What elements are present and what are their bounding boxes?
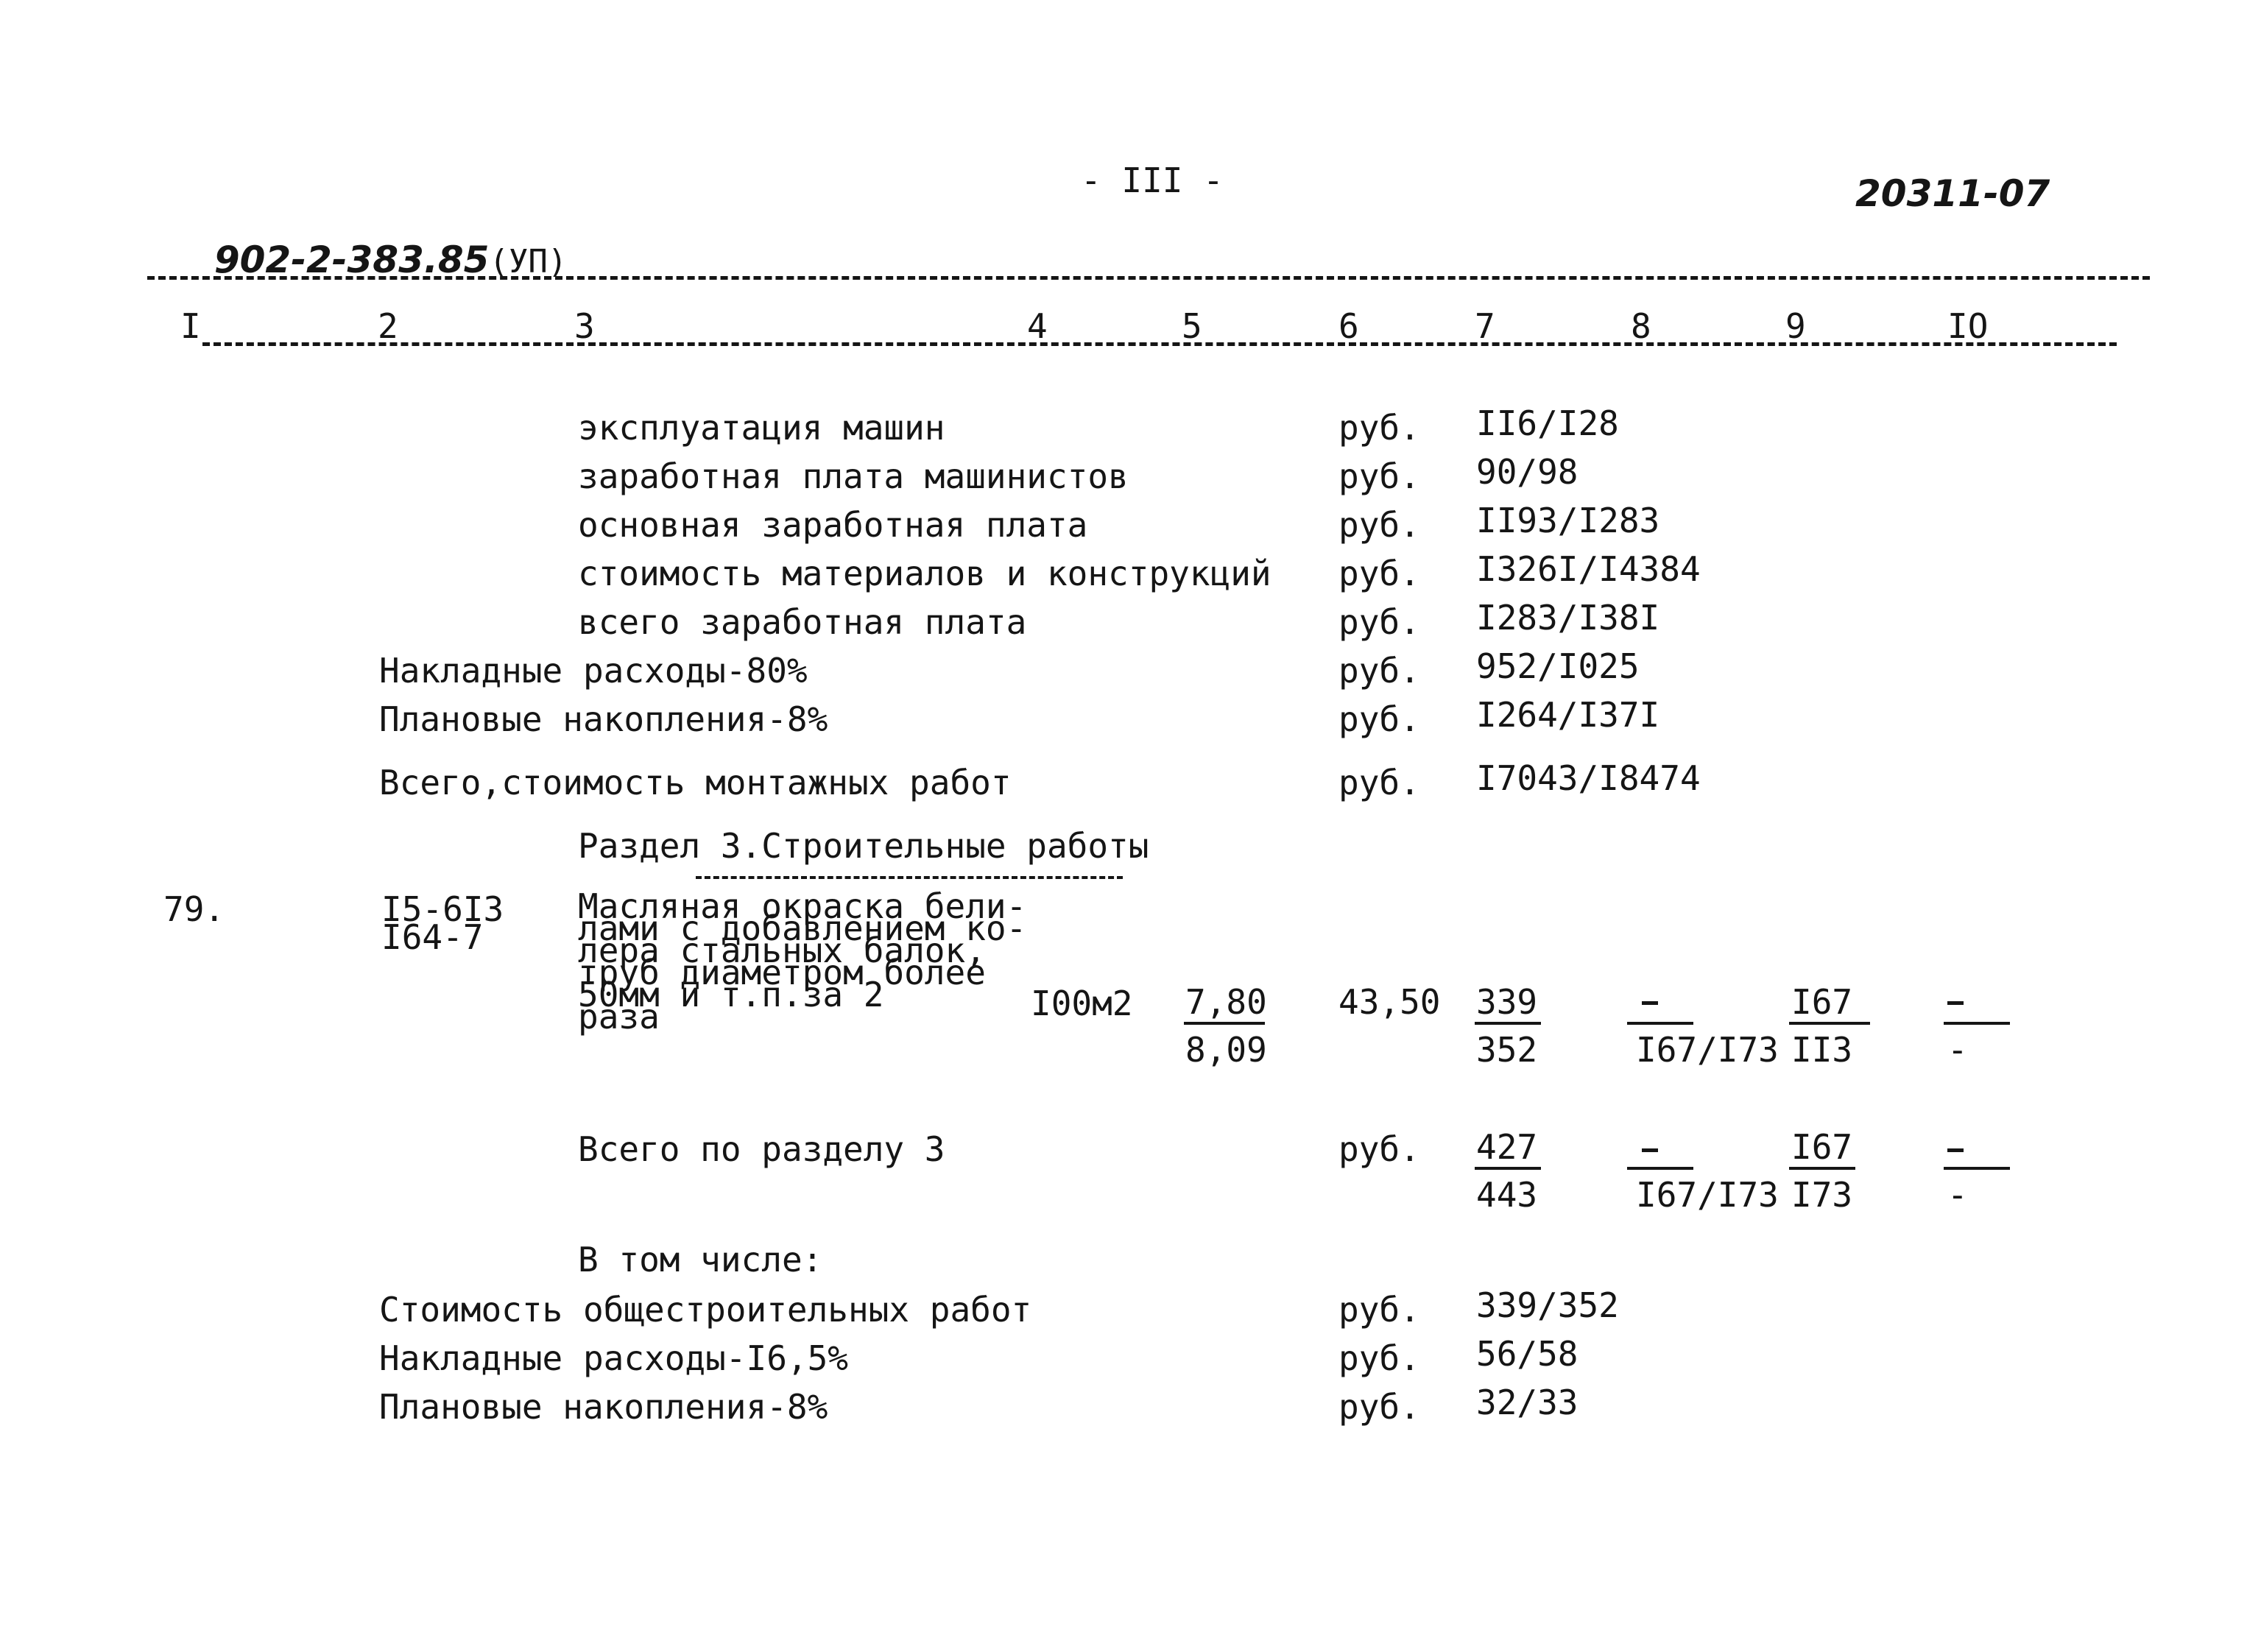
- page-number: - III -: [1081, 160, 1224, 200]
- measure-unit: I00м2: [1031, 984, 1133, 1023]
- line-value: 90/98: [1476, 452, 1579, 492]
- column-header-5: 5: [1182, 306, 1202, 346]
- total-col9-numerator: I67: [1791, 1127, 1853, 1167]
- column-header-3: 3: [574, 306, 595, 346]
- line-unit: руб.: [1338, 602, 1420, 642]
- fraction-line: [1627, 1167, 1693, 1170]
- column-header-8: 8: [1631, 306, 1651, 346]
- fraction-line: [1944, 1167, 2010, 1170]
- line-unit: руб.: [1338, 505, 1420, 545]
- col10-denominator: -: [1947, 1030, 1968, 1070]
- fraction-line: [1789, 1022, 1870, 1025]
- overhead-label: Накладные расходы-80%: [379, 651, 808, 691]
- planned-savings-label: Плановые накопления-8%: [379, 699, 828, 739]
- fraction-line: [1627, 1022, 1693, 1025]
- total-col7-numerator: 427: [1476, 1127, 1538, 1167]
- col7-denominator: 352: [1476, 1030, 1538, 1070]
- rate-code: I5-6I3: [381, 889, 504, 929]
- fraction-line: [1184, 1022, 1265, 1025]
- item-number: 79.: [163, 889, 225, 929]
- line-label: стоимость материалов и конструкций: [578, 554, 1271, 593]
- column-dashed-rule: [202, 342, 2117, 346]
- line-unit: руб.: [1338, 456, 1420, 496]
- top-dashed-rule: [147, 276, 2150, 280]
- dash-mark: [1642, 1148, 1658, 1152]
- total-col7-denominator: 443: [1476, 1175, 1538, 1215]
- line-value: 952/I025: [1476, 646, 1640, 686]
- line-unit: руб.: [1338, 763, 1420, 802]
- line-value: II6/I28: [1476, 403, 1619, 443]
- fraction-line: [1475, 1022, 1541, 1025]
- line-label: всего заработная плата: [578, 602, 1027, 642]
- column-header-7: 7: [1475, 306, 1495, 346]
- including-label: В том числе:: [578, 1240, 823, 1279]
- summary-value: 32/33: [1476, 1383, 1579, 1422]
- column-header-9: 9: [1785, 306, 1806, 346]
- total-col10-denominator: -: [1947, 1175, 1968, 1215]
- assembly-total-value: I7043/I8474: [1476, 758, 1701, 798]
- section-total-label: Всего по разделу 3: [578, 1129, 945, 1169]
- dash-mark: [1947, 1148, 1964, 1152]
- summary-label: Стоимость общестроительных работ: [379, 1290, 1032, 1330]
- line-unit: руб.: [1338, 651, 1420, 691]
- summary-label: Накладные расходы-I6,5%: [379, 1338, 848, 1378]
- quantity-numerator: 7,80: [1185, 982, 1267, 1022]
- line-value: I283/I38I: [1476, 598, 1660, 638]
- line-unit: руб.: [1338, 1338, 1420, 1378]
- line-label: заработная плата машинистов: [578, 456, 1129, 496]
- column-header-6: 6: [1338, 306, 1359, 346]
- summary-value: 339/352: [1476, 1285, 1619, 1325]
- column-header-4: 4: [1027, 306, 1048, 346]
- rate-code: I64-7: [381, 917, 484, 957]
- line-value: I326I/I4384: [1476, 549, 1701, 589]
- document-code-suffix: (УП): [489, 243, 568, 280]
- quantity-denominator: 8,09: [1185, 1030, 1267, 1070]
- line-unit: руб.: [1338, 408, 1420, 448]
- summary-label: Плановые накопления-8%: [379, 1387, 828, 1427]
- column-header-10: IO: [1947, 306, 1989, 346]
- line-value: I264/I37I: [1476, 695, 1660, 735]
- col7-numerator: 339: [1476, 982, 1538, 1022]
- col9-numerator: I67: [1791, 982, 1853, 1022]
- total-col9-denominator: I73: [1791, 1175, 1853, 1215]
- work-description: Масляная окраска бели- лами с добавлением ко- лера стальных балок, труб диаметром более 50мм и т.п.за 2 раза: [578, 886, 1027, 1037]
- line-unit: руб.: [1338, 1290, 1420, 1330]
- line-value: II93/I283: [1476, 501, 1660, 540]
- line-unit: руб.: [1338, 699, 1420, 739]
- column-header-1: I: [180, 306, 201, 346]
- line-label: основная заработная плата: [578, 505, 1088, 545]
- col9-denominator: II3: [1791, 1030, 1853, 1070]
- line-unit: руб.: [1338, 554, 1420, 593]
- line-label: эксплуатация машин: [578, 408, 945, 448]
- line-unit: руб.: [1338, 1387, 1420, 1427]
- assembly-total-label: Всего,стоимость монтажных работ: [379, 763, 1012, 802]
- fraction-line: [1475, 1167, 1541, 1170]
- line-unit: руб.: [1338, 1129, 1420, 1169]
- unit-price: 43,50: [1338, 982, 1441, 1022]
- dash-mark: [1642, 1001, 1658, 1005]
- summary-value: 56/58: [1476, 1334, 1579, 1374]
- col8-denominator: I67/I73: [1636, 1030, 1779, 1070]
- dash-mark: [1947, 1001, 1964, 1005]
- fraction-line: [1944, 1022, 2010, 1025]
- document-code: 902-2-383.85(УП): [214, 239, 568, 281]
- section-title: Раздел 3.Строительные работы: [578, 826, 1149, 866]
- registration-stamp: 20311-07: [1855, 172, 2050, 215]
- section-title-underline: [696, 876, 1123, 879]
- fraction-line: [1789, 1167, 1855, 1170]
- column-header-2: 2: [378, 306, 398, 346]
- total-col8-denominator: I67/I73: [1636, 1175, 1779, 1215]
